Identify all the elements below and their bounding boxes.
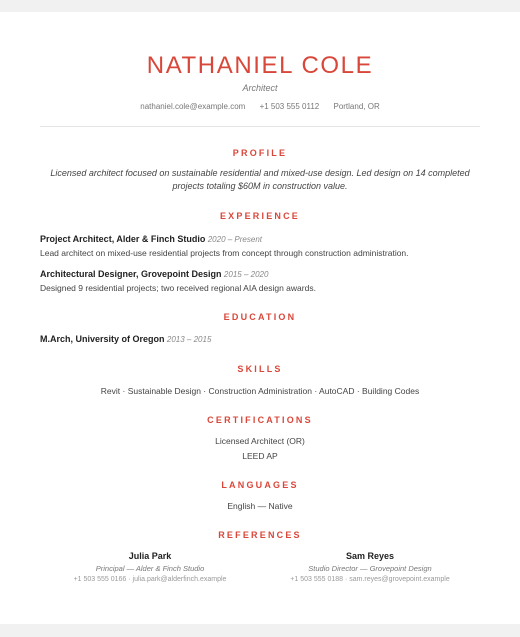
job-dates: 2015 – 2020 (223, 270, 269, 279)
references-heading: REFERENCES (218, 530, 302, 540)
experience-heading: EXPERIENCE (219, 211, 301, 221)
certification-item: Licensed Architect (OR) (215, 436, 305, 446)
reference-contact[interactable]: +1 503 555 0166 · julia.park@alderfinch.example (73, 576, 227, 583)
skills-heading: SKILLS (237, 364, 283, 374)
resume-page (0, 12, 520, 624)
reference-card (260, 551, 480, 583)
reference-title: Principal — Alder & Finch Studio (95, 564, 205, 573)
profile-heading: PROFILE (232, 148, 288, 158)
languages-heading: LANGUAGES (221, 480, 299, 490)
profile-summary: Licensed architect focused on sustainable residential and mixed-use design. Led design on 14 completed projects totaling $60M in construction value. (50, 168, 470, 191)
education-heading: EDUCATION (223, 312, 297, 322)
contact-email[interactable]: nathaniel.cole@example.com (140, 102, 246, 111)
contact-line (0, 102, 520, 111)
education-dates: 2013 – 2015 (166, 335, 212, 344)
contact-location: Portland, OR (333, 102, 380, 111)
references-list (40, 551, 480, 583)
job-role: Project Architect, Alder & Finch Studio (40, 234, 206, 244)
job-description: Lead architect on mixed-use residential projects from concept through construction administration. (40, 248, 409, 258)
skills-list: Revit · Sustainable Design · Construction Administration · AutoCAD · Building Codes (100, 386, 420, 396)
candidate-title: Architect (242, 83, 278, 93)
languages-list: English — Native (227, 501, 293, 511)
reference-name: Sam Reyes (345, 551, 395, 561)
education-degree: M.Arch, University of Oregon (40, 334, 165, 344)
reference-card (40, 551, 260, 583)
education-item (40, 334, 480, 344)
candidate-name: NATHANIEL COLE (146, 52, 374, 79)
header-divider (40, 126, 480, 127)
job-dates: 2020 – Present (207, 235, 262, 244)
job-role: Architectural Designer, Grovepoint Design (40, 269, 222, 279)
reference-name: Julia Park (128, 551, 172, 561)
reference-title: Studio Director — Grovepoint Design (308, 564, 432, 573)
experience-item (40, 269, 480, 293)
job-description: Designed 9 residential projects; two received regional AIA design awards. (40, 283, 316, 293)
certifications-heading: CERTIFICATIONS (207, 415, 313, 425)
reference-contact[interactable]: +1 503 555 0188 · sam.reyes@grovepoint.example (290, 576, 450, 583)
contact-phone[interactable]: +1 503 555 0112 (259, 102, 320, 111)
experience-item (40, 234, 480, 258)
certification-item: LEED AP (242, 451, 278, 461)
